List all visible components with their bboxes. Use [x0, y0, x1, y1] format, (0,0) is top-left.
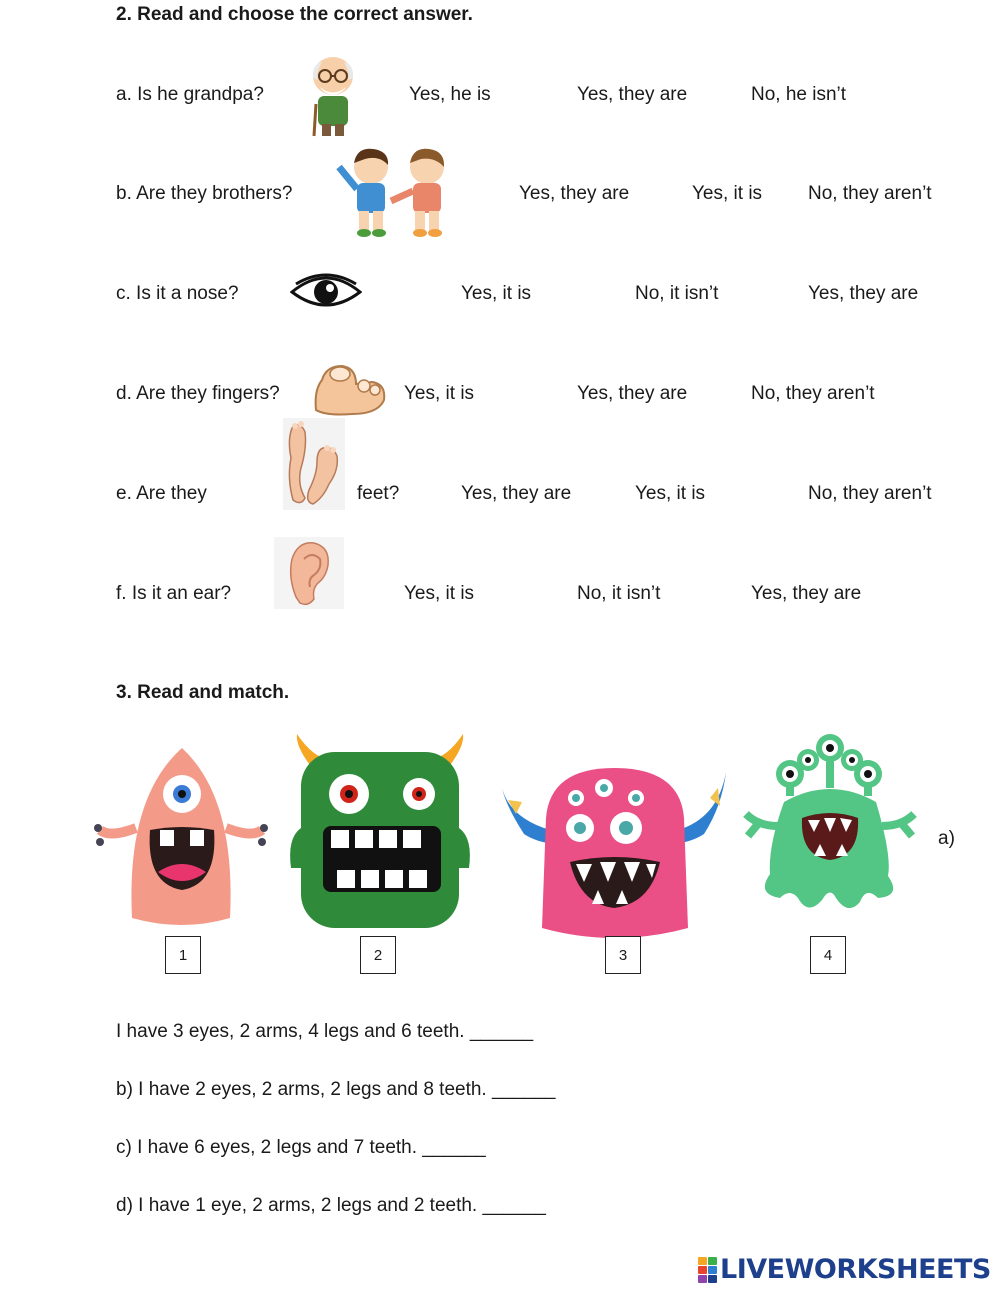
toes-icon: [312, 360, 388, 418]
match-label-a: a): [938, 828, 955, 849]
monster-horned-green-icon: [287, 728, 473, 934]
grandpa-icon: [304, 54, 362, 138]
option-e-2[interactable]: Yes, it is: [635, 483, 706, 504]
feet-icon: [283, 418, 345, 510]
brothers-icon: [335, 145, 453, 239]
match-sentence-d[interactable]: d) I have 1 eye, 2 arms, 2 legs and 2 teeth. ______: [116, 1195, 546, 1216]
monster-green-alien-icon: [738, 726, 924, 918]
section-3-title: 3. Read and match.: [116, 682, 290, 703]
option-f-1[interactable]: Yes, it is: [404, 583, 475, 604]
monster-one-eye-icon: [90, 738, 272, 932]
liveworksheets-logo-text: LIVEWORKSHEETS: [720, 1254, 991, 1285]
eye-icon: [290, 272, 362, 312]
question-e-suffix: feet?: [357, 483, 400, 504]
question-f: f. Is it an ear?: [116, 583, 232, 604]
liveworksheets-logo: [698, 1254, 991, 1285]
option-e-1[interactable]: Yes, they are: [461, 483, 572, 504]
option-c-2[interactable]: No, it isn’t: [635, 283, 719, 304]
question-a: a. Is he grandpa?: [116, 84, 264, 105]
option-a-2[interactable]: Yes, they are: [577, 84, 688, 105]
option-d-1[interactable]: Yes, it is: [404, 383, 475, 404]
option-f-3[interactable]: Yes, they are: [751, 583, 862, 604]
monster-label-4: 4: [810, 936, 846, 974]
option-c-3[interactable]: Yes, they are: [808, 283, 919, 304]
monster-pink-five-eyes-icon: [500, 758, 728, 940]
option-d-2[interactable]: Yes, they are: [577, 383, 688, 404]
monster-label-2: 2: [360, 936, 396, 974]
option-a-3[interactable]: No, he isn’t: [751, 84, 847, 105]
option-c-1[interactable]: Yes, it is: [461, 283, 532, 304]
option-b-3[interactable]: No, they aren’t: [808, 183, 932, 204]
match-sentence-c[interactable]: c) I have 6 eyes, 2 legs and 7 teeth. ______: [116, 1137, 486, 1158]
question-e: e. Are they: [116, 483, 207, 504]
option-d-3[interactable]: No, they aren’t: [751, 383, 875, 404]
question-b: b. Are they brothers?: [116, 183, 293, 204]
liveworksheets-logo-mark: [698, 1257, 717, 1283]
option-b-2[interactable]: Yes, it is: [692, 183, 763, 204]
ear-icon: [274, 537, 344, 609]
question-d: d. Are they fingers?: [116, 383, 280, 404]
match-sentence-b[interactable]: b) I have 2 eyes, 2 arms, 2 legs and 8 teeth. ______: [116, 1079, 556, 1100]
monster-label-1: 1: [165, 936, 201, 974]
match-sentence-a[interactable]: I have 3 eyes, 2 arms, 4 legs and 6 teeth. ______: [116, 1021, 534, 1042]
section-2-title: 2. Read and choose the correct answer.: [116, 4, 473, 25]
option-e-3[interactable]: No, they aren’t: [808, 483, 932, 504]
option-b-1[interactable]: Yes, they are: [519, 183, 630, 204]
monster-label-3: 3: [605, 936, 641, 974]
option-f-2[interactable]: No, it isn’t: [577, 583, 661, 604]
option-a-1[interactable]: Yes, he is: [409, 84, 491, 105]
question-c: c. Is it a nose?: [116, 283, 239, 304]
